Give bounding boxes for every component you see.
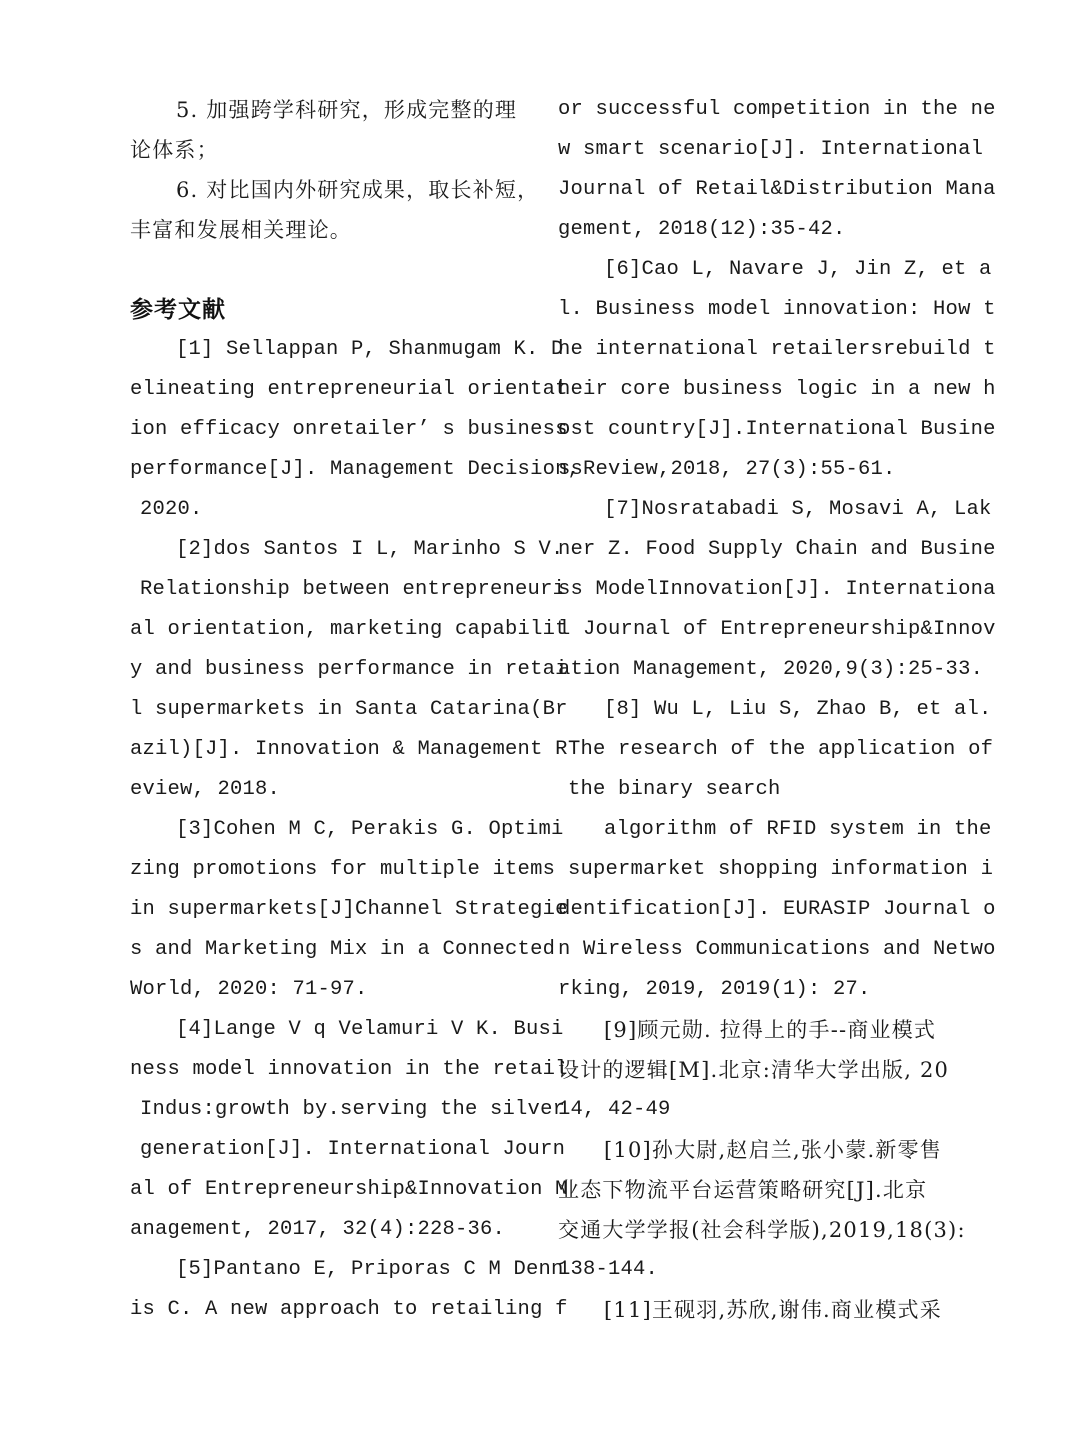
text-line: generation[J]. International Journ: [140, 1138, 566, 1161]
text-line: Journal of Retail&Distribution Mana: [558, 178, 996, 201]
text-line: in supermarkets[J]Channel Strategie: [130, 898, 568, 921]
text-line: y and business performance in retai: [130, 658, 568, 681]
text-line: gement, 2018(12):35-42.: [558, 218, 846, 241]
text-line: al orientation, marketing capabilit: [130, 618, 568, 641]
text-line: s and Marketing Mix in a Connected: [130, 938, 556, 961]
text-line: ssReview,2018, 27(3):55-61.: [558, 458, 896, 481]
text-line: the binary search: [568, 778, 781, 801]
reference-9: [558, 1010, 950, 1130]
text-line: heir core business logic in a new h: [558, 378, 996, 401]
text-line: 业态下物流平台运营策略研究[J].北京: [558, 1178, 928, 1202]
text-line: is C. A new approach to retailing f: [130, 1298, 568, 1321]
text-line: [7]Nosratabadi S, Mosavi A, Lak: [604, 498, 992, 521]
text-line: zing promotions for multiple items: [130, 858, 556, 881]
reference-3: [130, 810, 568, 1010]
text-line: l. Business model innovation: How t: [558, 298, 996, 321]
text-line: rking, 2019, 2019(1): 27.: [558, 978, 871, 1001]
text-line: [9]顾元勋. 拉得上的手--商业模式: [604, 1018, 937, 1042]
references-heading: 参考文献: [130, 297, 226, 323]
text-line: ss ModelInnovation[J]. Internationa: [558, 578, 996, 601]
text-line: [5]Pantano E, Priporas C M Denn: [176, 1258, 564, 1281]
text-line: eview, 2018.: [130, 778, 281, 801]
text-line: Relationship between entrepreneuri: [140, 578, 566, 601]
text-line: 6. 对比国内外研究成果，取长补短，: [176, 178, 540, 202]
reference-4: [130, 1010, 568, 1250]
text-line: 2020.: [140, 498, 203, 521]
text-line: performance[J]. Management Decision,: [130, 458, 581, 481]
text-line: 5. 加强跨学科研究，形成完整的理: [176, 98, 518, 122]
text-line: [6]Cao L, Navare J, Jin Z, et a: [604, 258, 992, 281]
reference-7: [558, 490, 996, 690]
text-line: 交通大学学报(社会科学版),2019,18(3):: [558, 1218, 966, 1242]
left-column: [130, 90, 581, 1330]
reference-5: [130, 1250, 568, 1330]
text-line: 14, 42-49: [558, 1098, 671, 1121]
text-line: Indus:growth by.serving the silver: [140, 1098, 566, 1121]
text-line: [2]dos Santos I L, Marinho S V.: [176, 538, 564, 561]
text-line: ion efficacy onretailer’ s business: [130, 418, 568, 441]
text-line: ost country[J].International Busine: [558, 418, 996, 441]
reference-10: [558, 1130, 966, 1290]
text-line: World, 2020: 71-97.: [130, 978, 368, 1001]
text-line: or successful competition in the ne: [558, 98, 996, 121]
reference-11: [558, 1290, 950, 1330]
text-line: ness model innovation in the retail: [130, 1058, 568, 1081]
text-line: supermarket shopping information i: [568, 858, 994, 881]
text-line: l Journal of Entrepreneurship&Innov: [558, 618, 996, 641]
text-line: he international retailersrebuild t: [558, 338, 996, 361]
text-line: ner Z. Food Supply Chain and Busine: [558, 538, 996, 561]
list-item-6: [130, 170, 540, 250]
text-line: [10]孙大尉,赵启兰,张小蒙.新零售: [604, 1138, 942, 1162]
reference-1: [130, 330, 581, 530]
reference-5-continued: [558, 90, 996, 250]
reference-2: [130, 530, 568, 810]
text-line: 138-144.: [558, 1258, 659, 1281]
text-line: [3]Cohen M C, Perakis G. Optimi: [176, 818, 564, 841]
text-line: The research of the application of: [568, 738, 994, 761]
reference-8: [558, 690, 996, 1010]
reference-6: [558, 250, 996, 490]
text-line: l supermarkets in Santa Catarina(Br: [130, 698, 568, 721]
text-line: [1] Sellappan P, Shanmugam K. D: [176, 338, 564, 361]
text-line: ation Management, 2020,9(3):25-33.: [558, 658, 984, 681]
text-line: n Wireless Communications and Netwo: [558, 938, 996, 961]
text-line: 论体系；: [130, 138, 219, 162]
text-line: algorithm of RFID system in the: [604, 818, 992, 841]
text-line: w smart scenario[J]. International: [558, 138, 984, 161]
text-line: [8] Wu L, Liu S, Zhao B, et al.: [604, 698, 992, 721]
text-line: dentification[J]. EURASIP Journal o: [558, 898, 996, 921]
text-line: azil)[J]. Innovation & Management R: [130, 738, 568, 761]
text-line: 丰富和发展相关理论。: [130, 218, 352, 242]
text-line: anagement, 2017, 32(4):228-36.: [130, 1218, 506, 1241]
text-line: [11]王砚羽,苏欣,谢伟.商业模式采: [604, 1298, 942, 1322]
right-column: [558, 90, 996, 1330]
text-line: elineating entrepreneurial orientat: [130, 378, 568, 401]
list-item-5: [130, 90, 522, 170]
spacer: [130, 250, 522, 290]
text-line: 设计的逻辑[M].北京:清华大学出版, 20: [558, 1058, 950, 1082]
text-line: al of Entrepreneurship&Innovation M: [130, 1178, 568, 1201]
text-line: [4]Lange V q Velamuri V K. Busi: [176, 1018, 564, 1041]
